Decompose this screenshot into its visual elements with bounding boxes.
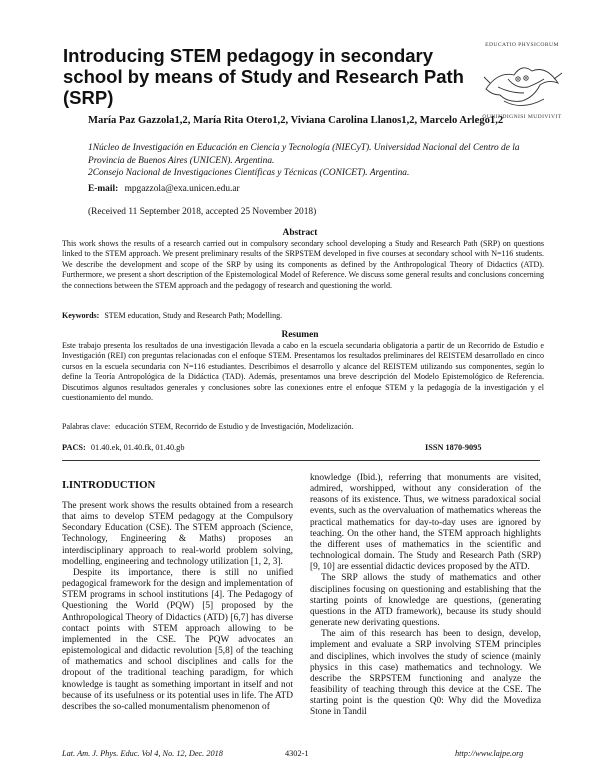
authors-text: María Paz Gazzola1,2, María Rita Otero1,2, Viviana Carolina Llanos1,2, Marcelo Arlego1,2 xyxy=(88,115,504,126)
affiliation-2: 2Consejo Nacional de Investigaciones Científicas y Técnicas (CONICET). Argentina. xyxy=(88,168,410,179)
pacs-label: PACS: xyxy=(62,443,86,452)
email-address[interactable]: mpgazzola@exa.unicen.edu.ar xyxy=(124,184,240,194)
resumen-heading: Resumen xyxy=(281,330,319,340)
paper-title: Introducing STEM pedagogy in secondary school by means of Study and Research Path (SRP) xyxy=(63,45,464,108)
owl-emblem-icon xyxy=(478,49,566,115)
right-column xyxy=(310,473,541,718)
intro-paragraph-1: The present work shows the results obtained from a research that aims to develop STEM pedagogy at the Compulsory Secondary Education (CSE). The STEM approach (Science, Technology, Engineering & Maths) proposes an interdisciplinary approach to real-world problem solving, modelling, engineering and technology utilization [1, 2, 3]. xyxy=(62,501,293,567)
palabras-clave-label: Palabras clave: xyxy=(62,422,111,431)
intro-paragraph-5: The aim of this research has been to design, develop, implement and evaluate a SRP involving STEM principles and disciplines, which involves the study of science (mainly physics in this case) mathematics and technology. We describe the SRPSTEM functioning and analyze the feasibility of teaching through this device at the CSE. The starting point is the question Q0: Why did the Movediza Stone in Tandil xyxy=(310,629,541,718)
palabras-clave-line xyxy=(62,422,354,431)
journal-logo xyxy=(478,42,566,122)
abstract-text: This work shows the results of a research carried out in compulsory secondary school developing a Study and Research Path (SRP) on questions linked to the STEM approach. We present preliminary results of the SRPSTEM developed in five courses at secondary school with N=116 students. We describe the development and scope of the SRP by using its components as defined by the Anthropological Theory of Didactics (ATD). Furthermore, we present a short description of the Epistemological Model of Reference. We discuss some general results and conclusions concerning the connections between the STEM approach and the pedagogy of research and questioning the world. xyxy=(62,239,544,290)
logo-bottom-text: OUNINDIGNISI MUDIVIVIT xyxy=(482,114,562,120)
introduction-heading: I.INTRODUCTION xyxy=(62,479,156,491)
intro-paragraph-2: Despite its importance, there is still no unified pedagogical framework for the design and implementation of STEM programs in school institutions [4]. The Pedagogy of Questioning the World (PQW) [5] proposed by the Anthropological Theory of Didactics (ATD) [6,7] has diverse contact points with STEM approach allowing to be implemented in the CSE. The PQW advocates an epistemological and didactic revolution [5,8] of the teaching of mathematics and school disciplines and calls for the dropout of the traditional teaching paradigm, for which knowledge is taught as something important in itself and not because of its usefulness or its potential uses in life. The ATD describes the so-called monumentalism phenomenon of xyxy=(62,567,293,712)
footer-page-number: 4302-1 xyxy=(285,749,309,758)
footer-journal: Lat. Am. J. Phys. Educ. Vol 4, No. 12, Dec. 2018 xyxy=(62,749,223,758)
pacs-codes: 01.40.ek, 01.40.fk, 01.40.gb xyxy=(90,443,185,452)
logo-top-text: EDUCATIO PHYSICORUM xyxy=(485,42,559,48)
intro-paragraph-4: The SRP allows the study of mathematics and other disciplines focusing on questioning and establishing that the starting points of knowledge are questions, (generating questions in the ATD framework), because its study should generate new derivating questions. xyxy=(310,573,541,629)
received-dates: (Received 11 September 2018, accepted 25 November 2018) xyxy=(88,207,317,217)
affiliations xyxy=(88,142,548,180)
footer-url[interactable]: http://www.lajpe.org xyxy=(455,749,524,758)
email-label: E-mail: xyxy=(88,184,119,194)
affiliation-1: 1Núcleo de Investigación en Educación en Ciencia y Tecnología (NIECyT). Universidad Nacional del Centro de la Provincia de Buenos Aires (UNICEN). Argentina. xyxy=(88,143,520,166)
resumen-text: Este trabajo presenta los resultados de una investigación llevada a cabo en la escuela secundaria obligatoria a partir de un Recorrido de Estudio e Investigación (REI) con preguntas relacionadas con el enfoque STEM. Presentamos los resultados preliminares del REISTEM desarrollado en cinco cursos en la escuela secundaria con N=116 estudiantes. Describimos el desarrollo y alcance del REISTEM utilizando sus componentes, según lo define la Teoría Antropológica de la Didáctica (TAD). Además, presentamos una breve descripción del Modelo Epistemológico de Referencia. Discutimos algunos resultados generales y conclusiones sobre las conexiones entre el enfoque STEM y la pedagogía de la investigación y el cuestionamiento del mundo. xyxy=(62,341,544,403)
section-divider xyxy=(62,460,540,461)
keywords-value: STEM education, Study and Research Path; Modelling. xyxy=(104,311,283,320)
abstract-heading: Abstract xyxy=(282,228,318,238)
intro-paragraph-3: knowledge (Ibid.), referring that monuments are visited, admired, worshipped, without any consideration of the reasons of its existence. Thus, we witness paradoxical social events, such as the overvaluation of mathematics whereas the practical mathematics for day-to-day uses are ignored by teaching. On the other hand, the STEM approach highlights the different uses of mathematics in the scientific and technological domain. The Study and Research Path (SRP) [9, 10] are essential didactic devices proposed by the ATD. xyxy=(310,473,541,573)
email-line xyxy=(88,184,240,194)
palabras-clave-value: educación STEM, Recorrido de Estudio y de Investigación, Modelización. xyxy=(115,422,354,431)
pacs-line xyxy=(62,443,184,452)
left-column xyxy=(62,501,293,713)
author-list xyxy=(88,114,548,128)
keywords-line xyxy=(62,311,282,320)
keywords-label: Keywords: xyxy=(62,311,100,320)
issn: ISSN 1870-9095 xyxy=(425,443,482,452)
